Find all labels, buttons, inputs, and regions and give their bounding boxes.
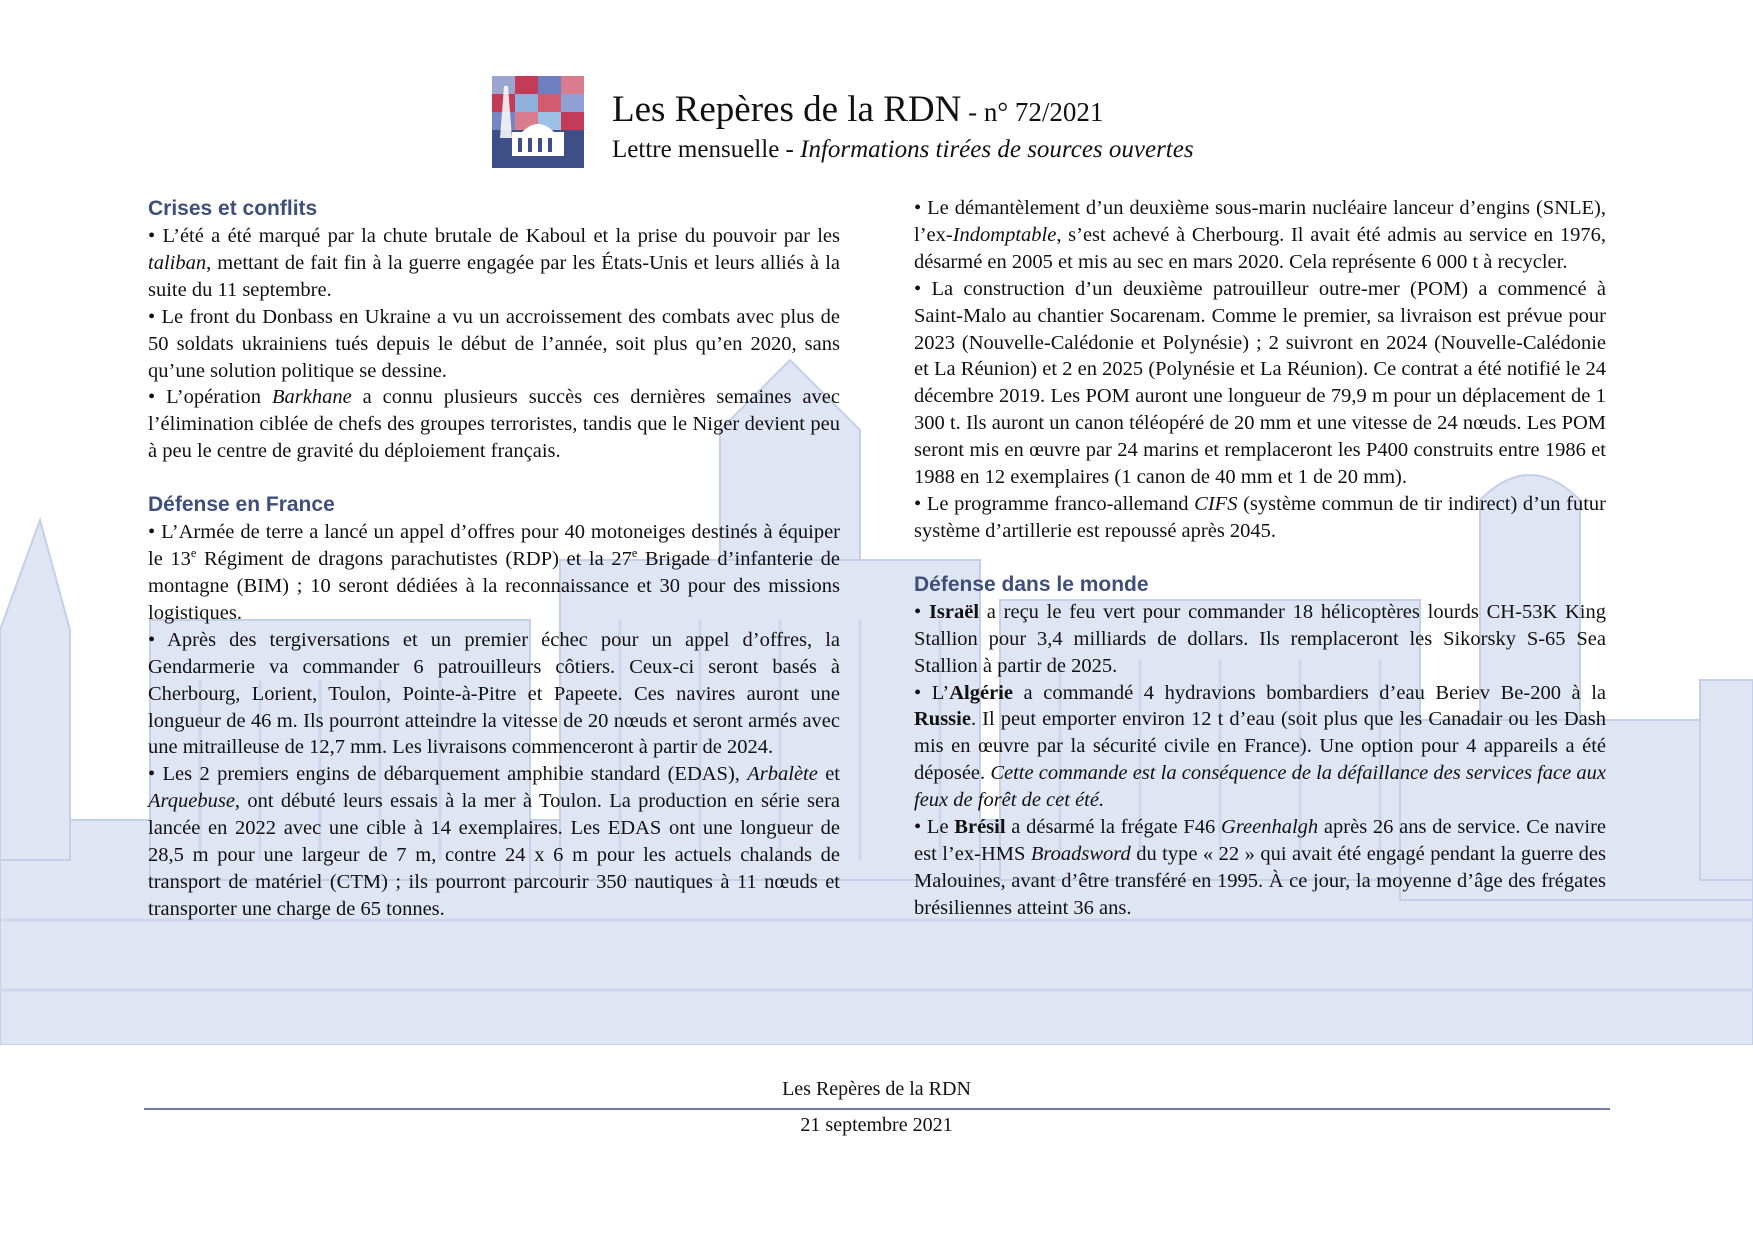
section-defense-france: [148, 491, 840, 923]
italic-run: Arquebuse: [148, 790, 235, 813]
italic-run: Indomptable: [952, 223, 1057, 246]
paragraph-cifs: [914, 491, 1606, 545]
left-column: [148, 195, 840, 949]
italic-run: Barkhane: [271, 386, 352, 409]
italic-run: Greenhalgh: [1221, 816, 1319, 839]
text-run: a désarmé la frégate F46: [1005, 816, 1222, 839]
footer-date: 21 septembre 2021: [800, 1114, 953, 1136]
text-run: • Le programme franco-allemand: [914, 492, 1195, 515]
header-subtitle-line: [612, 134, 1194, 166]
bold-run: Algérie: [949, 681, 1013, 704]
section-defense-monde: [914, 571, 1606, 922]
footer-title: Les Repères de la RDN: [782, 1078, 971, 1100]
text-run: • L’été a été marqué par la chute brutale de Kaboul et la prise du pouvoir par les: [148, 225, 840, 247]
paragraph-edas: [148, 761, 840, 922]
subtitle-plain: Lettre mensuelle -: [612, 136, 801, 163]
paragraph-bresil: [914, 814, 1606, 922]
section-title-crises: Crises et conflits: [148, 197, 318, 220]
bold-run: Russie: [914, 708, 971, 731]
italic-run: Broadsword: [1030, 842, 1131, 865]
section-title-defense-monde: Défense dans le monde: [914, 572, 1149, 596]
text-run: • Le démantèlement d’un deuxième sous-marin nucléaire lanceur d’engins (SNLE), l’ex-: [914, 197, 1606, 246]
bold-run: Israël: [928, 600, 980, 623]
superscript-run: e: [631, 546, 638, 561]
text-run: • L’Armée de terre a lancé un appel d’offres pour 40 motoneiges destinés à équiper le 13: [148, 521, 840, 571]
text-run: (système commun de tir indirect) d’un futur système d’artillerie est repoussé après 2045.: [914, 492, 1606, 542]
text-run: après 26 ans de service. Ce navire est l’ex-HMS: [914, 816, 1606, 865]
text-run: • Après des tergiversations et un premier échec pour un appel d’offres, la Gendarmerie va commander 6 patrouilleurs côtiers. Ceux-ci seront basés à Cherbourg, Lorient, Toulon, Pointe-à-Pitre et Papeete. Ces navires auront une longueur de 46 m. Ils pourront atteindre la vitesse de 20 nœuds et seront armés avec une mitrailleuse de 12,7 mm. Les livraisons commenceront à partir de 2024.: [148, 628, 840, 759]
text-run: • L’opération: [148, 386, 272, 409]
text-run: • L’: [914, 681, 950, 704]
paragraph-donbass: [148, 304, 840, 385]
text-run: Régiment de dragons parachutistes (RDP) et la 27: [196, 548, 632, 571]
section-crises: [148, 195, 840, 465]
text-run: du type « 22 » qui avait été engagé pendant la guerre des Malouines, avant d’être transféré en 1995. À ce jour, la moyenne d’âge des frégates brésiliennes atteint 36 ans.: [914, 842, 1607, 919]
page-header: [612, 88, 1194, 166]
italic-run: CIFS: [1194, 492, 1238, 515]
paragraph-snle: [914, 195, 1606, 276]
text-run: a commandé 4 hydravions bombardiers d’eau Beriev Be-200 à la: [1012, 681, 1607, 704]
paragraph-motoneiges: [148, 519, 840, 627]
issue-number: - n° 72/2021: [961, 97, 1104, 127]
header-title-line: [612, 88, 1194, 134]
text-run: a reçu le feu vert pour commander 18 hélicoptères lourds CH-53K King Stallion pour 3,4 milliards de dollars. Ils remplaceront les Sikorsky S-65 Sea Stallion à partir de 2025.: [914, 600, 1606, 677]
italic-run: taliban: [148, 251, 207, 274]
paragraph-pom: [914, 276, 1606, 491]
section-title-defense-france: Défense en France: [148, 493, 335, 517]
text-run: et: [817, 763, 841, 786]
paragraph-barkhane: [148, 384, 840, 465]
paragraph-israel: [914, 599, 1606, 680]
italic-run: Cette commande est la conséquence de la défaillance des services face aux feux de forêt de cet été.: [914, 762, 1606, 812]
text-run: • Le front du Donbass en Ukraine a vu un accroissement des combats avec plus de 50 soldats ukrainiens tués depuis le début de l’année, soit plus qu’en 2020, sans qu’une solution politique se dessine.: [148, 305, 840, 382]
text-run: , mettant de fait fin à la guerre engagée par les États-Unis et leurs alliés à la suite du 11 septembre.: [148, 251, 840, 301]
subtitle-italic: Informations tirées de sources ouvertes: [800, 136, 1194, 163]
text-run: • Le: [914, 816, 955, 839]
text-run: • La construction d’un deuxième patrouilleur outre-mer (POM) a commencé à Saint-Malo au chantier Socarenam. Comme le premier, sa livraison est prévue pour 2023 (Nouvelle-Calédonie et Polynésie) ; 2 suivront en 2024 (Nouvelle-Calédonie et La Réunion) et 2 en 2025 (Polynésie et La Réunion). Ce contrat a été notifié le 24 décembre 2019. Les POM auront une longueur de 79,9 m pour un déplacement de 1 300 t. Ils auront un canon téléopéré de 20 mm et une vitesse de 24 nœuds. Les POM seront mis en œuvre par 24 marins et remplaceront les P400 construits entre 1986 et 1988 en 12 exemplaires (1 canon de 40 mm et 1 de 20 mm).: [914, 277, 1606, 489]
paragraph-algerie: [914, 680, 1606, 815]
italic-run: Arbalète: [747, 763, 818, 786]
bold-run: Brésil: [954, 816, 1006, 839]
text-run: . Il peut emporter environ 12 t d’eau (soit plus que les Canadair ou les Dash mis en œuvre par la sécurité civile en France). Une option pour 4 appareils a été déposée.: [914, 708, 1606, 785]
text-run: , ont débuté leurs essais à la mer à Toulon. La production en série sera lancée en 2022 avec une cible à 14 exemplaires. Les EDAS ont une longueur de 28,5 m pour une largeur de 7 m, contre 24 x 6 m pour les actuels chalands de transport de matériel (CTM) ; ils pourront parcourir 350 nautiques à 11 nœuds et transporter une charge de 65 tonnes.: [148, 790, 840, 920]
section-defense-france-continued: [914, 195, 1606, 545]
rdn-logo: [492, 76, 584, 168]
text-run: Brigade d’infanterie de montagne (BIM) ; 10 seront dédiées à la reconnaissance et 30 pour des missions logistiques.: [148, 548, 840, 624]
footer-divider: [144, 1108, 1610, 1110]
text-run: , s’est achevé à Cherbourg. Il avait été admis au service en 1976, désarmé en 2005 et mis au sec en mars 2020. Cela représente 6 000 t à recycler.: [914, 223, 1606, 273]
text-run: a connu plusieurs succès ces dernières semaines avec l’élimination ciblée de chefs des groupes terroristes, tandis que le Niger devient peu à peu le centre de gravité du déploiement français.: [148, 386, 840, 463]
superscript-run: e: [190, 546, 197, 561]
paragraph-patrouilleurs-cotiers: [148, 627, 840, 762]
right-column: [914, 195, 1606, 948]
newsletter-title: Les Repères de la RDN: [612, 89, 962, 130]
text-run: •: [914, 600, 929, 623]
paragraph-kaboul: [148, 223, 840, 304]
text-run: • Les 2 premiers engins de débarquement amphibie standard (EDAS),: [148, 763, 748, 786]
